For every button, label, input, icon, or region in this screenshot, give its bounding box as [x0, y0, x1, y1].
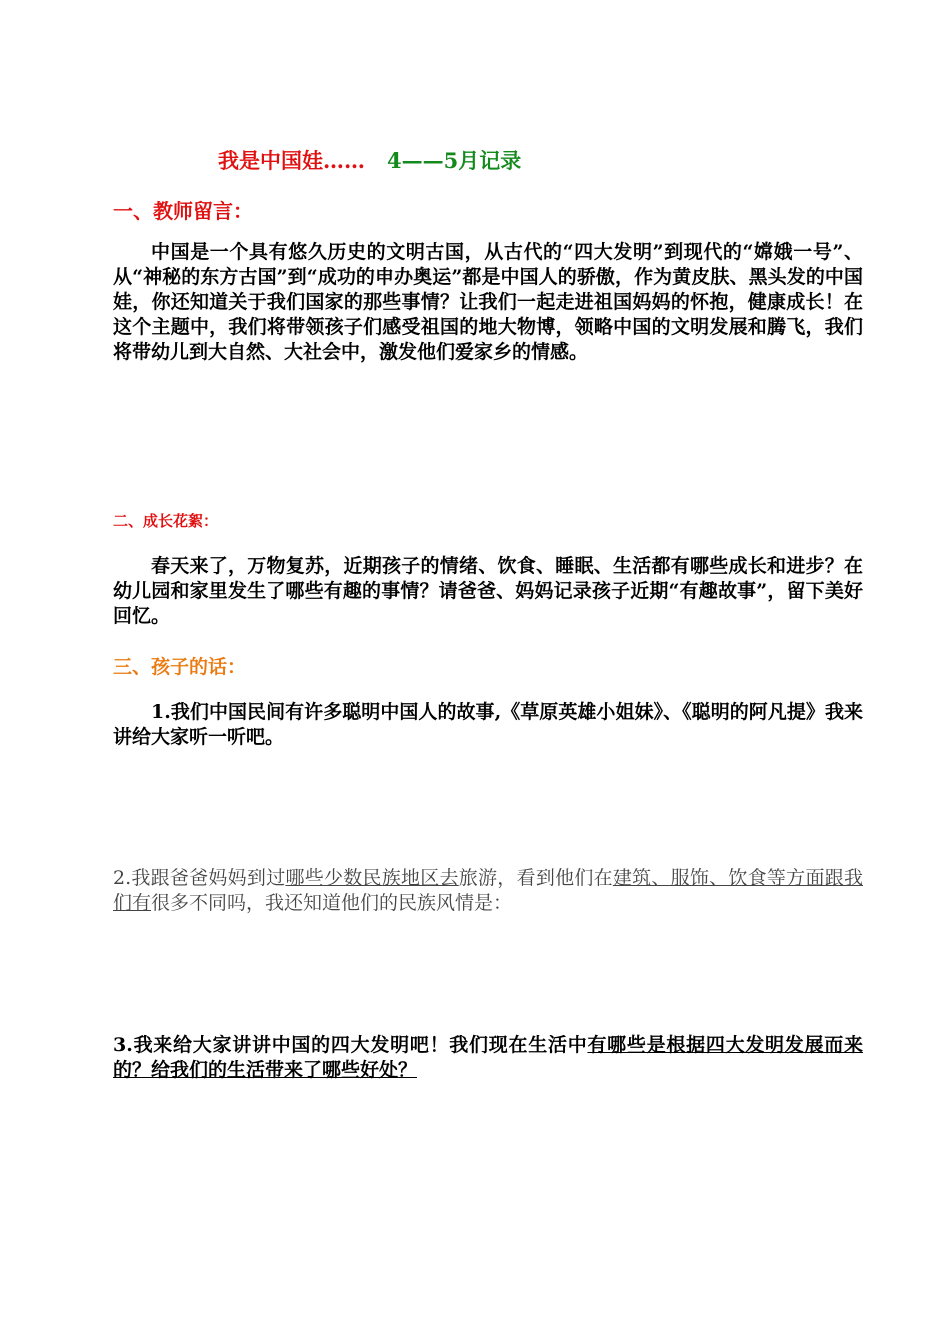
child-item-3-part-b: 有哪些是根据四大发明发展而来的？给我们的生活带来了哪些好处？: [113, 1034, 863, 1081]
title-period: 4——5月记录: [387, 148, 522, 173]
child-words-heading: 三、孩子的话：: [113, 656, 247, 678]
teacher-note-heading: 一、教师留言：: [113, 199, 253, 223]
child-item-2-part-c: 旅游，看到他们在: [458, 867, 613, 889]
growth-heading: 二、成长花絮：: [113, 512, 219, 530]
growth-body: 春天来了，万物复苏，近期孩子的情绪、饮食、睡眠、生活都有哪些成长和进步？在幼儿园和家里发生了哪些有趣的事情？请爸爸、妈妈记录孩子近期“有趣故事”，留下美好回忆。: [113, 555, 863, 627]
title-main: 我是中国娃……: [218, 148, 365, 173]
child-item-1: 1.我们中国民间有许多聪明中国人的故事,《草原英雄小姐妹》、《聪明的阿凡提》我来讲给大家听一听吧。: [113, 701, 863, 748]
teacher-note-body: 中国是一个具有悠久历史的文明古国，从古代的“四大发明”到现代的“嫦娥一号”、从“神秘的东方古国”到“成功的申办奥运”都是中国人的骄傲，作为黄皮肤、黑头发的中国娃，你还知道关于我们国家的那些事情？让我们一起走进祖国妈妈的怀抱，健康成长！在这个主题中，我们将带领孩子们感受祖国的地大物博，领略中国的文明发展和腾飞，我们将带幼儿到大自然、大社会中，激发他们爱家乡的情感。: [113, 241, 863, 363]
child-item-3-part-a: 3.我来给大家讲讲中国的四大发明吧！我们现在生活中: [113, 1034, 588, 1056]
child-item-2-part-a: 2.我跟爸爸妈妈到过: [113, 867, 286, 889]
child-item-3: [113, 1033, 863, 1083]
child-item-2-part-d: 建筑、服饰、饮食等方面跟我们有: [113, 867, 863, 914]
child-item-2: [113, 866, 863, 916]
child-item-2-part-b: 哪些少数民族地区去: [285, 867, 459, 889]
child-item-2-part-e: 很多不同吗，我还知道他们的民族风情是：: [151, 892, 513, 914]
page-title: [218, 145, 521, 175]
